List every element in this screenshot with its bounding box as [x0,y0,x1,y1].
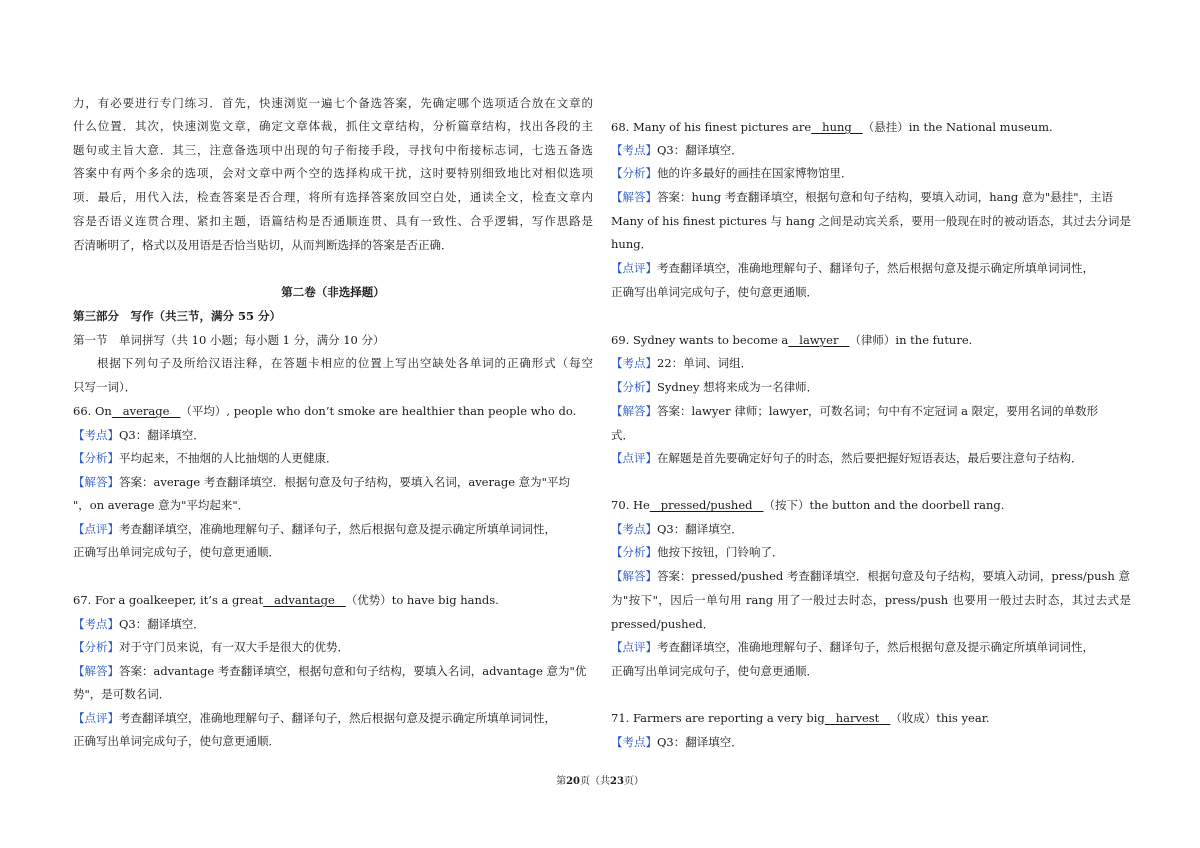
fenxi-label: 【分析】 [611,380,657,394]
answer-blank: harvest [824,711,891,725]
kaodian-label: 【考点】 [611,735,657,749]
intro-line: 容是否语义连贯合理、紧扣主题，语篇结构是否通顺连贯、具有一致性、合乎逻辑，写作思路是 [73,214,593,228]
kaodian-text: Q3：翻译填空． [657,522,743,536]
kaodian-row [611,356,752,370]
fenxi-label: 【分析】 [73,451,119,465]
fenxi-text: 他的许多最好的画挂在国家博物馆里． [657,166,853,180]
dianping-text: 考查翻译填空，准确地理解句子、翻译句子，然后根据句意及提示确定所填单词词性， [119,711,556,725]
question-70 [611,498,1004,512]
question-67 [73,593,499,607]
fenxi-label: 【分析】 [611,545,657,559]
kaodian-text: Q3：翻译填空． [657,735,743,749]
jieda-label: 【解答】 [73,475,119,489]
section-title: 第一节 单词拼写（共 10 小题；每小题 1 分，满分 10 分） [73,333,385,347]
dianping-row [611,451,1083,465]
fenxi-row [73,640,349,654]
part-title: 第三部分 写作（共三节，满分 55 分） [73,309,282,323]
dianping-row [73,522,556,536]
footer-total-pages: 23 [610,776,624,787]
kaodian-text: Q3：翻译填空． [657,143,743,157]
kaodian-label: 【考点】 [73,428,119,442]
volume-title: 第二卷（非选择题） [281,285,385,299]
footer-middle: 页（共 [580,776,610,787]
fenxi-text: 他按下按钮，门铃响了． [657,545,784,559]
jieda-label: 【解答】 [611,569,657,583]
jieda-row [611,569,1130,583]
jieda-label: 【解答】 [611,404,657,418]
question-66 [73,404,576,418]
question-text: （优势）to have big hands. [345,593,499,607]
jieda-line: 式． [611,428,634,442]
instruction-line: 只写一词）． [73,380,137,394]
footer-page-number: 20 [566,776,580,787]
fenxi-row [611,545,784,559]
page-footer [0,776,1200,788]
dianping-line: 正确写出单词完成句子，使句意更通顺． [611,285,818,299]
question-text: （按下）the button and the doorbell rang. [763,498,1005,512]
kaodian-label: 【考点】 [611,522,657,536]
dianping-label: 【点评】 [611,640,657,654]
intro-line: 项．最后，用代入法，检查答案是否合理，将所有选择答案放回空白处，通读全文，检查文章内 [73,190,593,204]
intro-line: 什么位置．其次，快速浏览文章，确定文章体裁，抓住文章结构，分析篇章结构，找出各段的主 [73,119,593,133]
dianping-label: 【点评】 [73,711,119,725]
instruction-line: 根据下列句子及所给汉语注释，在答题卡相应的位置上写出空缺处各单词的正确形式（每空 [97,356,593,370]
jieda-text: 答案：advantage 考查翻译填空，根据句意和句子结构，要填入名词，advantage 意为"优 [119,664,587,678]
jieda-row [73,664,586,678]
kaodian-text: Q3：翻译填空． [119,428,205,442]
footer-suffix: 页） [623,776,644,787]
question-text: （平均）, people who don’t smoke are healthier than people who do. [180,404,577,418]
dianping-line: 正确写出单词完成句子，使句意更通顺． [73,734,280,748]
fenxi-text: 对于守门员来说，有一双大手是很大的优势． [119,640,349,654]
question-text: 71. Farmers are reporting a very big [611,711,825,725]
question-68 [611,120,1053,134]
question-text: （收成）this year. [890,711,990,725]
question-text: 66. On [73,404,112,418]
answer-blank: lawyer [788,333,850,347]
jieda-line: "，on average 意为"平均起来"． [73,498,250,512]
fenxi-label: 【分析】 [73,640,119,654]
kaodian-label: 【考点】 [73,617,119,631]
jieda-text: 答案：average 考查翻译填空．根据句意及句子结构，要填入名词，average 意为"平均 [119,475,570,489]
question-text: 67. For a goalkeeper, it’s a great [73,593,264,607]
dianping-text: 考查翻译填空，准确地理解句子、翻译句子，然后根据句意及提示确定所填单词词性， [119,522,556,536]
jieda-line: Many of his finest pictures 与 hang 之间是动宾关系，要用一般现在时的被动语态，其过去分词是 [611,214,1131,228]
kaodian-row [73,428,205,442]
kaodian-row [611,143,743,157]
question-text: 69. Sydney wants to become a [611,333,789,347]
intro-line: 答案中有两个多余的选项，会对文章中两个空的选择构成干扰，这时要特别细致地比对相似选项 [73,166,593,180]
answer-blank: average [111,404,181,418]
fenxi-row [611,166,853,180]
dianping-label: 【点评】 [611,261,657,275]
question-text: （律师）in the future. [849,333,973,347]
question-69 [611,333,972,347]
dianping-label: 【点评】 [73,522,119,536]
fenxi-text: Sydney 想将来成为一名律师． [657,380,819,394]
jieda-line: hung． [611,237,653,251]
kaodian-row [73,617,205,631]
dianping-label: 【点评】 [611,451,657,465]
fenxi-label: 【分析】 [611,166,657,180]
question-71 [611,711,990,725]
kaodian-label: 【考点】 [611,143,657,157]
jieda-row [611,404,1098,418]
kaodian-label: 【考点】 [611,356,657,370]
kaodian-row [611,522,743,536]
kaodian-text: Q3：翻译填空． [119,617,205,631]
intro-line: 否清晰明了，格式以及用语是否恰当贴切，从而判断选择的答案是否正确． [73,238,453,252]
jieda-label: 【解答】 [611,190,657,204]
question-text: （悬挂）in the National museum. [862,120,1053,134]
answer-blank: hung [811,120,863,134]
question-text: 68. Many of his finest pictures are [611,120,812,134]
fenxi-row [611,380,818,394]
jieda-line: pressed/pushed． [611,617,715,631]
jieda-row [611,190,1113,204]
kaodian-text: 22：单词、词组． [657,356,753,370]
fenxi-row [73,451,338,465]
answer-blank: advantage [263,593,346,607]
jieda-line: 势"，是可数名词． [73,687,171,701]
answer-blank: pressed/pushed [649,498,764,512]
jieda-label: 【解答】 [73,664,119,678]
dianping-row [611,261,1094,275]
kaodian-row [611,735,743,749]
jieda-text: 答案：pressed/pushed 考查翻译填空．根据句意及句子结构，要填入动词，press/push 意 [657,569,1130,583]
jieda-row [73,475,570,489]
intro-line: 题句或主旨大意．其三，注意备选项中出现的句子衔接手段，寻找句中衔接标志词，七选五备选 [73,143,593,157]
jieda-text: 答案：lawyer 律师；lawyer，可数名词；句中有不定冠词 a 限定，要用名词的单数形 [657,404,1099,418]
fenxi-text: 平均起来，不抽烟的人比抽烟的人更健康． [119,451,338,465]
dianping-row [611,640,1094,654]
dianping-text: 在解题是首先要确定好句子的时态，然后要把握好短语表达，最后要注意句子结构． [657,451,1083,465]
dianping-text: 考查翻译填空，准确地理解句子、翻译句子，然后根据句意及提示确定所填单词词性， [657,261,1094,275]
dianping-line: 正确写出单词完成句子，使句意更通顺． [611,664,818,678]
question-text: 70. He [611,498,650,512]
dianping-text: 考查翻译填空，准确地理解句子、翻译句子，然后根据句意及提示确定所填单词词性， [657,640,1094,654]
dianping-row [73,711,556,725]
footer-prefix: 第 [556,776,567,787]
intro-line: 力，有必要进行专门练习．首先，快速浏览一遍七个备选答案，先确定哪个选项适合放在文章的 [73,96,593,110]
jieda-text: 答案：hung 考查翻译填空，根据句意和句子结构，要填入动词，hang 意为"悬挂"，主语 [657,190,1113,204]
dianping-line: 正确写出单词完成句子，使句意更通顺． [73,545,280,559]
jieda-line: 为"按下"，因后一单句用 rang 用了一般过去时态，press/push 也要用一般过去时态，其过去式是 [611,593,1131,607]
